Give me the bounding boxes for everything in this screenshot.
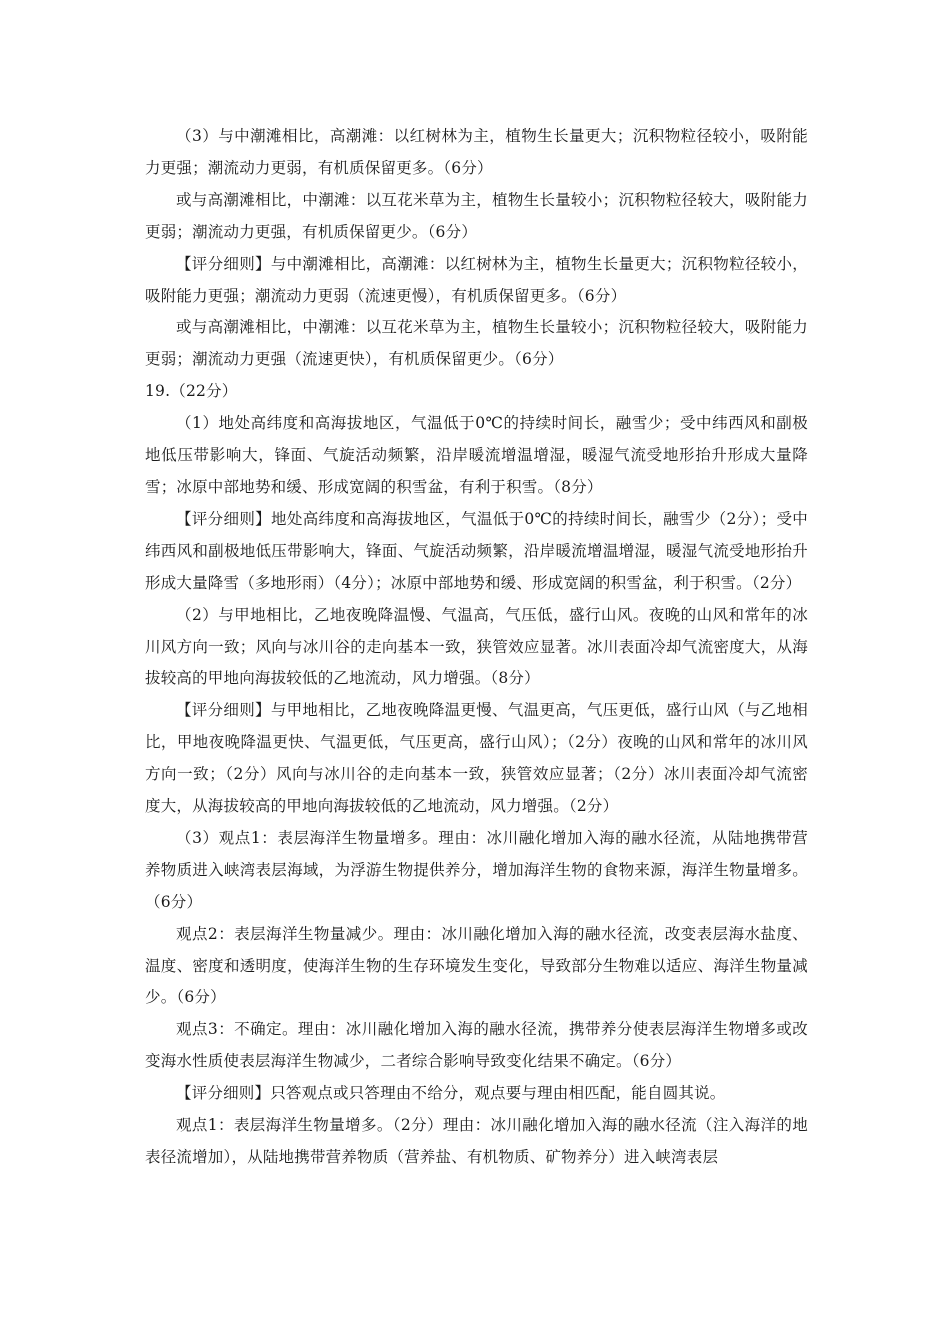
answer-18-3-alt-paragraph: 或与高潮滩相比，中潮滩：以互花米草为主，植物生长量较小；沉积物粒径较大，吸附能力更弱；潮流动力更强，有机质保留更少。（6分）: [145, 190, 808, 241]
answer-text-body: [145, 121, 808, 1174]
answer-19-3-viewpoint-1-paragraph: （3）观点1：表层海洋生物量增多。理由：冰川融化增加入海的融水径流，从陆地携带营养物质进入峡湾表层海域，为浮游生物提供养分，增加海洋生物的食物来源，海洋生物量增多。（6分）: [145, 828, 808, 911]
scoring-rule-19-3-viewpoint-1-paragraph: 观点1：表层海洋生物量增多。（2分）理由：冰川融化增加入海的融水径流（注入海洋的地表径流增加），从陆地携带营养物质（营养盐、有机物质、矿物养分）进入峡湾表层: [145, 1116, 808, 1166]
answer-19-3-viewpoint-2-paragraph: 观点2：表层海洋生物量减少。理由：冰川融化增加入海的融水径流，改变表层海水盐度、温度、密度和透明度，使海洋生物的生存环境发生变化，导致部分生物难以适应、海洋生物量减少。（6分）: [145, 924, 808, 1007]
scoring-rule-19-2-paragraph: 【评分细则】与甲地相比，乙地夜晚降温更慢、气温更高，气压更低，盛行山风（与乙地相比，甲地夜晚降温更快、气温更低，气压更高，盛行山风）；（2分）夜晚的山风和常年的冰川风方向一致；（2分）风向与冰川谷的走向基本一致，狭管效应显著；（2分）冰川表面冷却气流密度大，从海拔较高的甲地向海拔较低的乙地流动，风力增强。（2分）: [145, 701, 808, 816]
answer-18-3-paragraph: （3）与中潮滩相比，高潮滩：以红树林为主，植物生长量更大；沉积物粒径较小，吸附能力更强；潮流动力更弱，有机质保留更多。（6分）: [145, 127, 808, 177]
answer-19-2-paragraph: （2）与甲地相比，乙地夜晚降温慢、气温高，气压低，盛行山风。夜晚的山风和常年的冰川风方向一致；风向与冰川谷的走向基本一致，狭管效应显著。冰川表面冷却气流密度大，从海拔较高的甲地向海拔较低的乙地流动，风力增强。（8分）: [145, 605, 808, 688]
scoring-rule-19-3-paragraph: 【评分细则】只答观点或只答理由不给分，观点要与理由相匹配，能自圆其说。: [176, 1084, 726, 1103]
scoring-rule-18-3-paragraph: 【评分细则】与中潮滩相比，高潮滩：以红树林为主，植物生长量更大；沉积物粒径较小，吸附能力更强；潮流动力更弱（流速更慢），有机质保留更多。（6分）: [145, 254, 808, 305]
scoring-rule-18-3-alt-paragraph: 或与高潮滩相比，中潮滩：以互花米草为主，植物生长量较小；沉积物粒径较大，吸附能力更弱；潮流动力更强（流速更快），有机质保留更少。（6分）: [145, 318, 808, 369]
scoring-rule-19-1-paragraph: 【评分细则】地处高纬度和高海拔地区，气温低于0℃的持续时间长，融雪少（2分）；受中纬西风和副极地低压带影响大，锋面、气旋活动频繁，沿岸暖流增温增湿，暖湿气流受地形抬升形成大量降雪（多地形雨）（4分）；冰原中部地势和缓、形成宽阔的积雪盆，利于积雪。（2分）: [145, 509, 808, 592]
answer-19-1-paragraph: （1）地处高纬度和高海拔地区，气温低于0℃的持续时间长，融雪少；受中纬西风和副极地低压带影响大，锋面、气旋活动频繁，沿岸暖流增温增湿，暖湿气流受地形抬升形成大量降雪；冰原中部地势和缓、形成宽阔的积雪盆，有利于积雪。（8分）: [145, 414, 808, 496]
answer-19-3-viewpoint-3-paragraph: 观点3：不确定。理由：冰川融化增加入海的融水径流，携带养分使表层海洋生物增多或改变海水性质使表层海洋生物减少，二者综合影响导致变化结果不确定。（6分）: [145, 1020, 808, 1071]
question-19-heading: 19.（22分）: [145, 382, 238, 401]
